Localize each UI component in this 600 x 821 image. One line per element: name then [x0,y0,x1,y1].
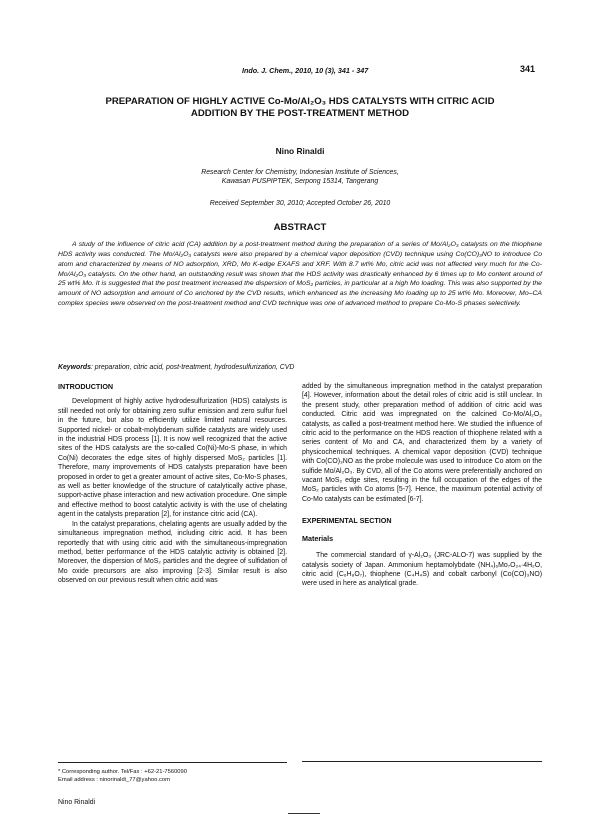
received-dates: Received September 30, 2010; Accepted October 26, 2010 [209,200,391,207]
title-line-2: ADDITION BY THE POST-TREATMENT METHOD [190,108,410,119]
intro-paragraph-1: Development of highly active hydrodesulfurization (HDS) catalysts is still needed not only for obtaining zero sulfur emission and zero sulfur fuel in the future, but also to efficiently utilize limited natural resources. Supported nickel- or cobalt-molybdenum sulfide catalysts are widely used in the industrial HDS process [1]. It is now well recognized that the active sites of the HDS catalysts are the so-called Co(Ni)-Mo-S phase, in which Co(Ni) decorates the edge sites of highly dispersed MoS₂ particles [1]. Therefore, many improvements of HDS catalysts preparation have been proposed in order to get a greater amount of active sites, Co-Mo-S phases, as well as better knowledge of the structure of catalytically active phase, support-active phase interaction and new activation procedure. One simple and effective method to boost catalytic activity is with the use of chelating agent in the catalysts preparation [2], for instance citric acid (CA). [58,398,287,519]
left-column [58,382,287,586]
paper-title [40,96,560,120]
introduction-heading: INTRODUCTION [58,382,114,391]
abstract-text: A study of the influence of citric acid (CA) addition by a post-treatment method during the preparation of a series of Mo/Al₂O₃ catalysts on the thiophene HDS activity was conducted. The Mo/Al₂O₃ catalysts were also prepared by a chemical vapor deposition (CVD) technique using Co(CO)₃NO to introduce Co atom and characterized by means of NO adsorption, XRD, Mo K-edge EXAFS and XRF. With 8.7 wt% Mo, citric acid was not affected very much for the Co-Mo/Al₂O₃ catalysts. On the other hand, an outstanding result was shown that the HDS activity was drastically enhanced by 6 times up to Mo content around of 25 wt% Mo. It is suggested that the post treatment increased the dispersion of MoS₂ particles, in particular at a high Mo loading. This was also supported by the amount of NO adsorption and amount of Co anchored by the CVD results, which enhanced as the increasing Mo loading up to 25 wt% Mo. Moreover, Mo–CA complex species were observed on the post-treatment method and CVD technique was one of advanced method to prepare Co-Mo-S phases selectively. [58,241,542,308]
experimental-heading: EXPERIMENTAL SECTION [302,516,392,526]
right-column [302,382,542,589]
materials-subheading: Materials [302,533,334,543]
page-number: 341 [520,64,536,74]
intro-paragraph-3: added by the simultaneous impregnation method in the catalyst preparation [4]. However, information about the detail roles of citric acid is still unclear. In the present study, other preparation method of addition of citric acid was conducted. Citric acid was impregnated on the calcined Co-Mo/Al₂O₃ catalysts, as called a post-treatment method here. We studied the influence of citric acid to the performance on the HDS reaction of thiophene related with a series content of Mo and CA, and characterized them by a variety of physicochemical techniques. A chemical vapor deposition (CVD) technique with Co(CO)₃NO as the probe molecule was used to introduce Co atom on the sulfide Mo/Al₂O₃. By CVD, all of the Co atoms were preferentially anchored on vacant MoS₂ edge sites, resulting in the full occupation of the edges of the MoS₂ particles with Co atoms [5-7]. Hence, the maximum potential activity of Co-Mo catalysts can be estimated [6-7]. [302,383,542,503]
abstract-heading: ABSTRACT [273,222,327,233]
materials-paragraph: The commercial standard of γ-Al₂O₃ (JRC-ALO-7) was supplied by the catalysis society of Japan. Ammonium heptamolybdate (NH₄)₆Mo₇O₂₄·4H₂O, citric acid (C₆H₈O₇), thiophene (C₄H₄S) and cobalt carbonyl (Co(CO)₃NO) were used in here as analytical grade. [302,552,542,588]
affiliation-line-1: Research Center for Chemistry, Indonesian Institute of Sciences, [201,169,399,176]
footnote-email: Email address : ninorinaldi_77@yahoo.com [58,777,170,783]
keywords [58,364,542,371]
abstract [58,240,542,309]
footnote-phone: * Corresponding author. Tel/Fax : +62-21-7560090 [58,769,187,775]
bottom-rule [288,813,320,814]
affiliation-line-2: Kawasan PUSPIPTEK, Serpong 15314, Tangerang [221,178,379,185]
author-name: Nino Rinaldi [275,146,325,156]
keywords-text: : preparation, citric acid, post-treatment, hydrodesulfurization, CVD [90,364,295,371]
affiliation [40,168,560,186]
journal-citation: Indo. J. Chem., 2010, 10 (3), 341 - 347 [242,66,369,75]
column-end-divider [302,761,542,762]
corresponding-author-footnote [58,768,298,784]
intro-paragraph-2: In the catalyst preparations, chelating agents are usually added by the simultaneous impregnation method, including citric acid. It has been reportedly that with using citric acid with the simultaneous-impregnation method, better performance of the HDS catalytic activity is obtained [2]. Moreover, the dispersion of MoS₂ particles and the degree of sulfidation of Mo oxide precursors are also improving [2-3]. Similar result is also observed on our previous result when citric acid was [58,520,287,585]
footer-author: Nino Rinaldi [58,799,96,806]
footnote-divider [58,762,287,763]
keywords-label: Keywords [58,364,91,371]
title-line-1: PREPARATION OF HIGHLY ACTIVE Co-Mo/Al₂O₃ HDS CATALYSTS WITH CITRIC ACID [105,96,495,107]
